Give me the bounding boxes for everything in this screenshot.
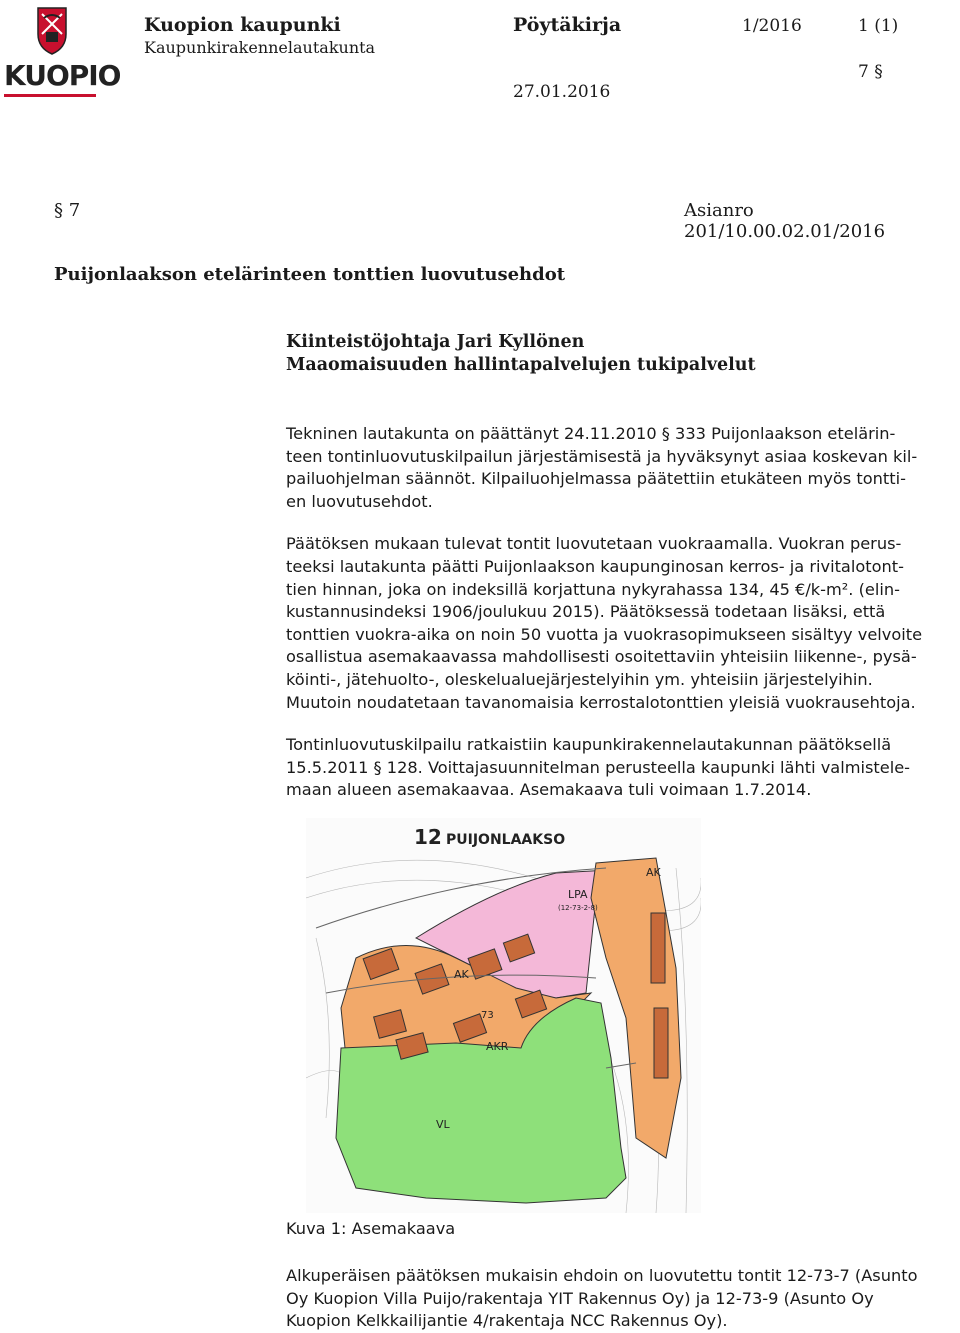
city-logo <box>4 4 121 100</box>
zoning-map-drawing <box>306 818 701 1213</box>
district-name: PUIJONLAAKSO <box>446 832 566 848</box>
paragraph-2: Päätöksen mukaan tulevat tontit luovutetaan vuokraamalla. Vuokran perus- teeksi lautakunta päätti Puijonlaakson kaupunginosan kerros- ja rivitalotont- tien hinnan, joka on indeksillä korjattuna nykyrahassa 134, 45 €/k-m². (elin- kustannusindeksi 1906/joulukuu 2015). Päätöksessä todetaan lisäksi, että tonttien vuokra-aika on noin 50 vuotta ja vuokrasopimukseen sisältyy velvoite osallistua asemakaavassa mahdollisesti osoitettaviin yhteisiin liikenne-, pysä- köinti-, jätehuolto-, oleskelualuejärjestelyihin ym. yhteisiin järjestelyihin. Muutoin noudatetaan tavanomaisia kerrostalotonttien yleisiä vuokrausehtoja. <box>286 534 923 712</box>
ak-left-label: AK <box>454 968 469 981</box>
doc-type: Pöytäkirja <box>513 14 622 36</box>
paragraph-1: Tekninen lautakunta on päättänyt 24.11.2010 § 333 Puijonlaakson etelärin- teen tontinluovutuskilpailun järjestämisestä ja hyväksynyt asiaa koskevan kil- pailuohjelman säännöt. Kilpailuohjelmassa päätettiin etukäteen myös tontti- en luovutusehdot. <box>286 424 918 511</box>
district-number: 12 <box>414 825 442 849</box>
ak-right-label: AK <box>646 866 661 879</box>
presenter-name: Kiinteistöjohtaja Jari Kyllönen <box>286 332 585 352</box>
org-name: Kuopion kaupunki <box>144 14 341 36</box>
logo-text: KUOPIO <box>4 59 121 92</box>
figure-caption: Kuva 1: Asemakaava <box>286 1219 456 1238</box>
lpa-sub-label: (12-73-2-8) <box>558 904 598 912</box>
closing-paragraph-box <box>286 1265 960 1333</box>
case-number: Asianro 201/10.00.02.01/2016 <box>684 200 886 242</box>
page-indicator: 1 (1) <box>858 16 899 36</box>
section-title: Puijonlaakson etelärinteen tonttien luovutusehdot <box>54 264 566 285</box>
presenter-unit: Maaomaisuuden hallintapalvelujen tukipalvelut <box>286 355 756 375</box>
board-name: Kaupunkirakennelautakunta <box>144 38 376 57</box>
paragraph-3: Tontinluovutuskilpailu ratkaistiin kaupunkirakennelautakunnan päätöksellä 15.5.2011 § 128. Voittajasuunnitelman perusteella kaupunki lähti valmistele- maan alueen asemakaavaa. Asemakaava tuli voimaan 1.7.2014. <box>286 735 911 800</box>
lpa-label: LPA <box>568 888 588 901</box>
meeting-date: 27.01.2016 <box>513 82 611 102</box>
block-label: 73 <box>481 1010 494 1021</box>
closing-paragraph: Alkuperäisen päätöksen mukaisin ehdoin on luovutettu tontit 12-73-7 (Asunto Oy Kuopion Villa Puijo/rakentaja YIT Rakennus Oy) ja 12-73-9 (Asunto Oy Kuopion Kelkkailijantie 4/rakentaja NCC Rakennus Oy). <box>286 1266 918 1331</box>
section-ref: 7 § <box>858 62 883 82</box>
zoning-map <box>306 818 701 1213</box>
doc-number: 1/2016 <box>742 16 802 36</box>
akr-label: AKR <box>486 1040 509 1053</box>
vl-label: VL <box>436 1118 450 1131</box>
section-number: § 7 <box>54 200 81 221</box>
presenter <box>286 331 756 377</box>
body <box>286 423 960 802</box>
